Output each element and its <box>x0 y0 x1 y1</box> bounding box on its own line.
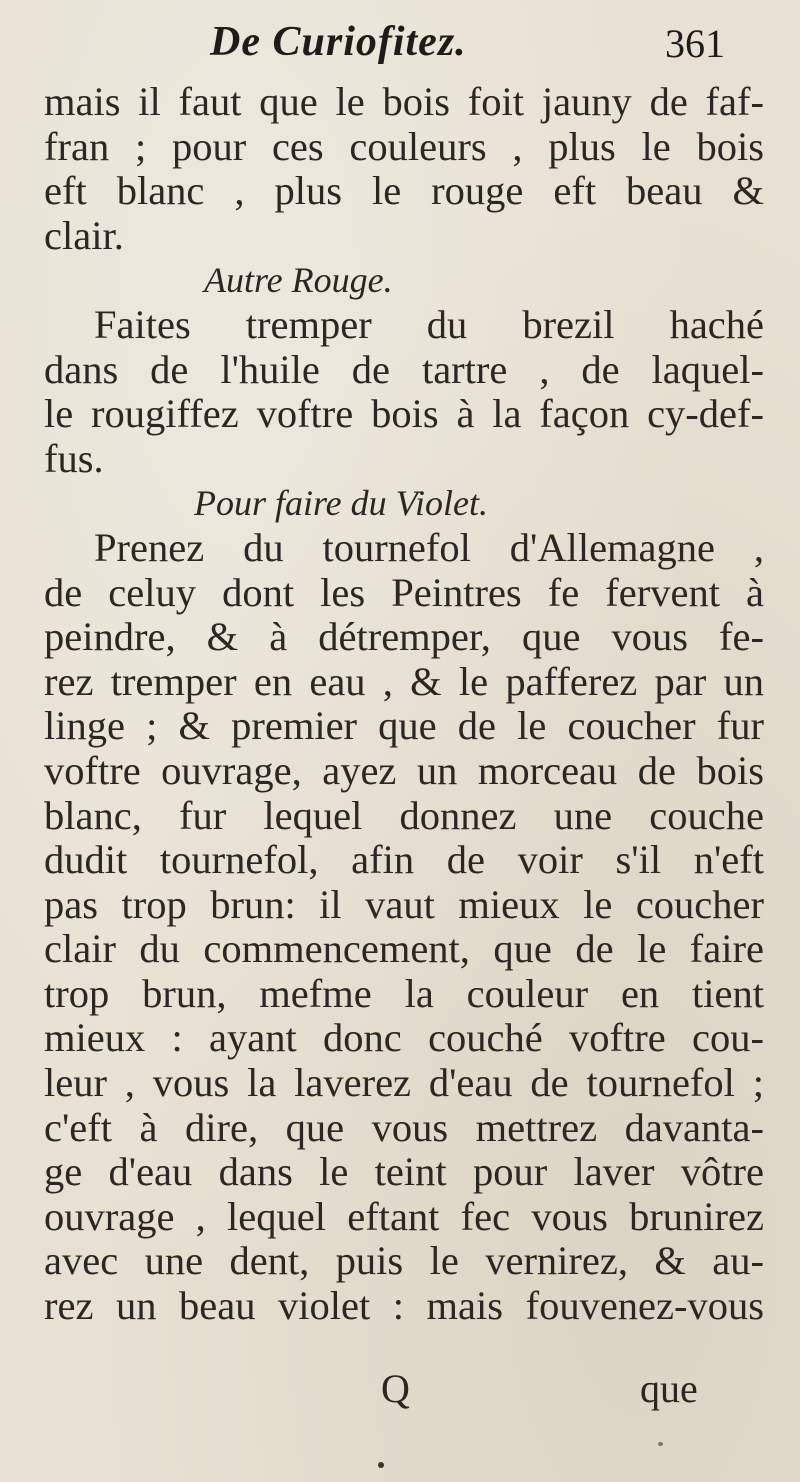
running-title: De Curiofitez. <box>210 19 467 65</box>
text-line: avec une dent, puis le vernirez, & au- <box>44 1238 764 1284</box>
text-line: blanc, fur lequel donnez une couche <box>44 792 764 838</box>
text-line: le rougiffez voftre bois à la façon cy-def- <box>44 391 764 437</box>
text-line: c'eft à dire, que vous mettrez davanta- <box>44 1104 764 1150</box>
text-line: ge d'eau dans le teint pour laver vôtre <box>44 1149 764 1195</box>
paragraph-last-line: clair. <box>44 212 124 258</box>
text-line: dans de l'huile de tartre , de laquel- <box>44 346 764 392</box>
section-heading: Autre Rouge. <box>204 260 393 301</box>
text-line: clair du commencement, que de le faire <box>44 926 764 972</box>
text-line: mieux : ayant donc couché voftre cou- <box>44 1015 764 1061</box>
text-line: eft blanc , plus le rouge eft beau & <box>44 168 764 214</box>
text-line: rez tremper en eau , & le pafferez par un <box>44 658 764 704</box>
paper-speck <box>658 1442 663 1446</box>
text-line: pas trop brun: il vaut mieux le coucher <box>44 881 764 927</box>
text-line: linge ; & premier que de le coucher fur <box>44 703 764 749</box>
text-line: leur , vous la laverez d'eau de tournefol ; <box>44 1060 764 1106</box>
page-footer <box>0 1365 800 1415</box>
text-line: de celuy dont les Peintres fe fervent à <box>44 569 764 615</box>
signature-mark: Q <box>381 1366 410 1411</box>
paper-speck <box>378 1462 384 1468</box>
section-heading: Pour faire du Violet. <box>194 483 488 524</box>
body-text <box>44 80 764 1329</box>
catchword: que <box>640 1366 698 1411</box>
text-line: voftre ouvrage, ayez un morceau de bois <box>44 747 764 793</box>
paragraph-first-line: Prenez du tournefol d'Allemagne , <box>94 524 764 570</box>
text-line: rez un beau violet : mais fouvenez-vous <box>44 1283 764 1329</box>
text-line: peindre, & à détremper, que vous fe- <box>44 614 764 660</box>
text-line: dudit tournefol, afin de voir s'il n'eft <box>44 837 764 883</box>
text-line: fran ; pour ces couleurs , plus le bois <box>44 123 764 169</box>
text-line: trop brun, mefme la couleur en tient <box>44 970 764 1016</box>
page-number: 361 <box>665 21 725 66</box>
running-head <box>0 18 800 78</box>
text-line: ouvrage , lequel eftant fec vous brunirez <box>44 1193 764 1239</box>
paragraph-last-line: fus. <box>44 435 104 481</box>
text-line: mais il faut que le bois foit jauny de faf- <box>44 79 764 124</box>
paragraph-first-line: Faites tremper du brezil haché <box>94 301 764 347</box>
